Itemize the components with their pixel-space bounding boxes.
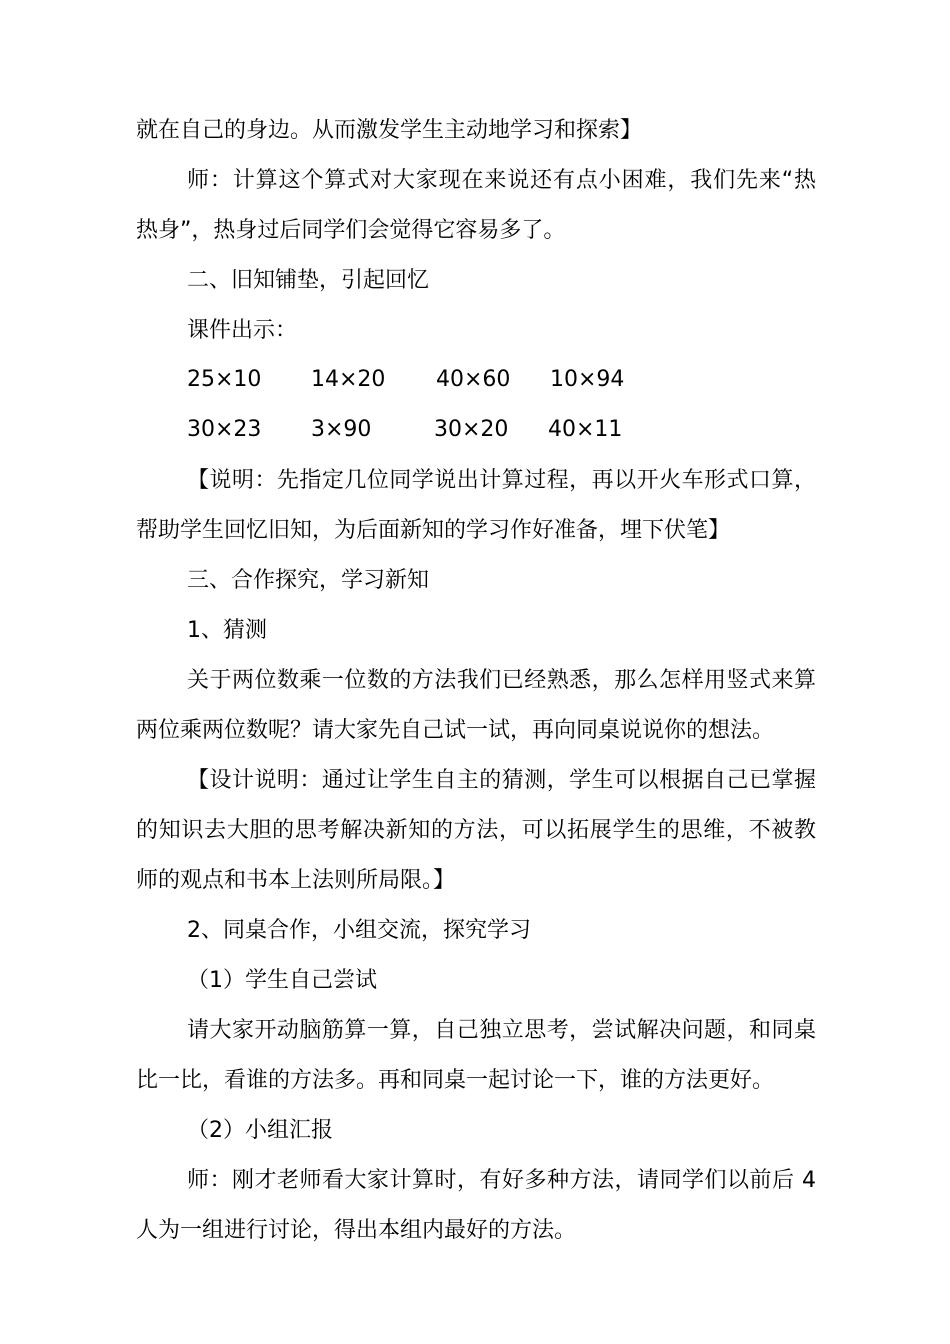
paragraph-line: 师的观点和书本上法则所局限。】: [136, 868, 456, 893]
paragraph-line: 师：计算这个算式对大家现在来说还有点小困难，我们先来“热: [187, 168, 816, 193]
paragraph-line: 请大家开动脑筋算一算，自己独立思考，尝试解决问题，和同桌: [187, 1018, 816, 1043]
paragraph-line: 的知识去大胆的思考解决新知的方法，可以拓展学生的思维，不被教: [136, 818, 816, 843]
subsection-heading: （2）小组汇报: [187, 1118, 333, 1143]
subsection-heading: （1）学生自己尝试: [187, 968, 377, 993]
calc-item: 3×90: [311, 417, 372, 442]
paragraph-line: 课件出示：: [187, 318, 298, 343]
paragraph-line: 帮助学生回忆旧知，为后面新知的学习作好准备，埋下伏笔】: [136, 518, 731, 543]
paragraph-line: 热身”，热身过后同学们会觉得它容易多了。: [136, 218, 566, 243]
subsection-heading: 1、猜测: [187, 618, 267, 643]
calc-item: 40×60: [436, 367, 511, 392]
paragraph-line: 人为一组进行讨论，得出本组内最好的方法。: [136, 1218, 577, 1243]
calc-item: 30×23: [187, 417, 262, 442]
paragraph-line: 【说明：先指定几位同学说出计算过程，再以开火车形式口算，: [187, 468, 816, 493]
section-heading: 二、旧知铺垫，引起回忆: [187, 268, 430, 293]
paragraph-line: 关于两位数乘一位数的方法我们已经熟悉，那么怎样用竖式来算: [187, 668, 816, 693]
paragraph-line: 师：刚才老师看大家计算时，有好多种方法，请同学们以前后 4: [187, 1168, 816, 1193]
paragraph-line: 就在自己的身边。从而激发学生主动地学习和探索】: [136, 118, 643, 143]
subsection-heading: 2、同桌合作，小组交流，探究学习: [187, 918, 531, 943]
paragraph-line: 比一比，看谁的方法多。再和同桌一起讨论一下，谁的方法更好。: [136, 1068, 775, 1093]
calc-item: 10×94: [550, 367, 625, 392]
paragraph-line: 两位乘两位数呢？请大家先自己试一试，再向同桌说说你的想法。: [136, 718, 775, 743]
calc-item: 25×10: [187, 367, 262, 392]
calc-item: 40×11: [548, 417, 623, 442]
paragraph-line: 【设计说明：通过让学生自主的猜测，学生可以根据自己已掌握: [187, 768, 816, 793]
calc-item: 14×20: [311, 367, 386, 392]
calc-item: 30×20: [434, 417, 509, 442]
section-heading: 三、合作探究，学习新知: [187, 568, 430, 593]
